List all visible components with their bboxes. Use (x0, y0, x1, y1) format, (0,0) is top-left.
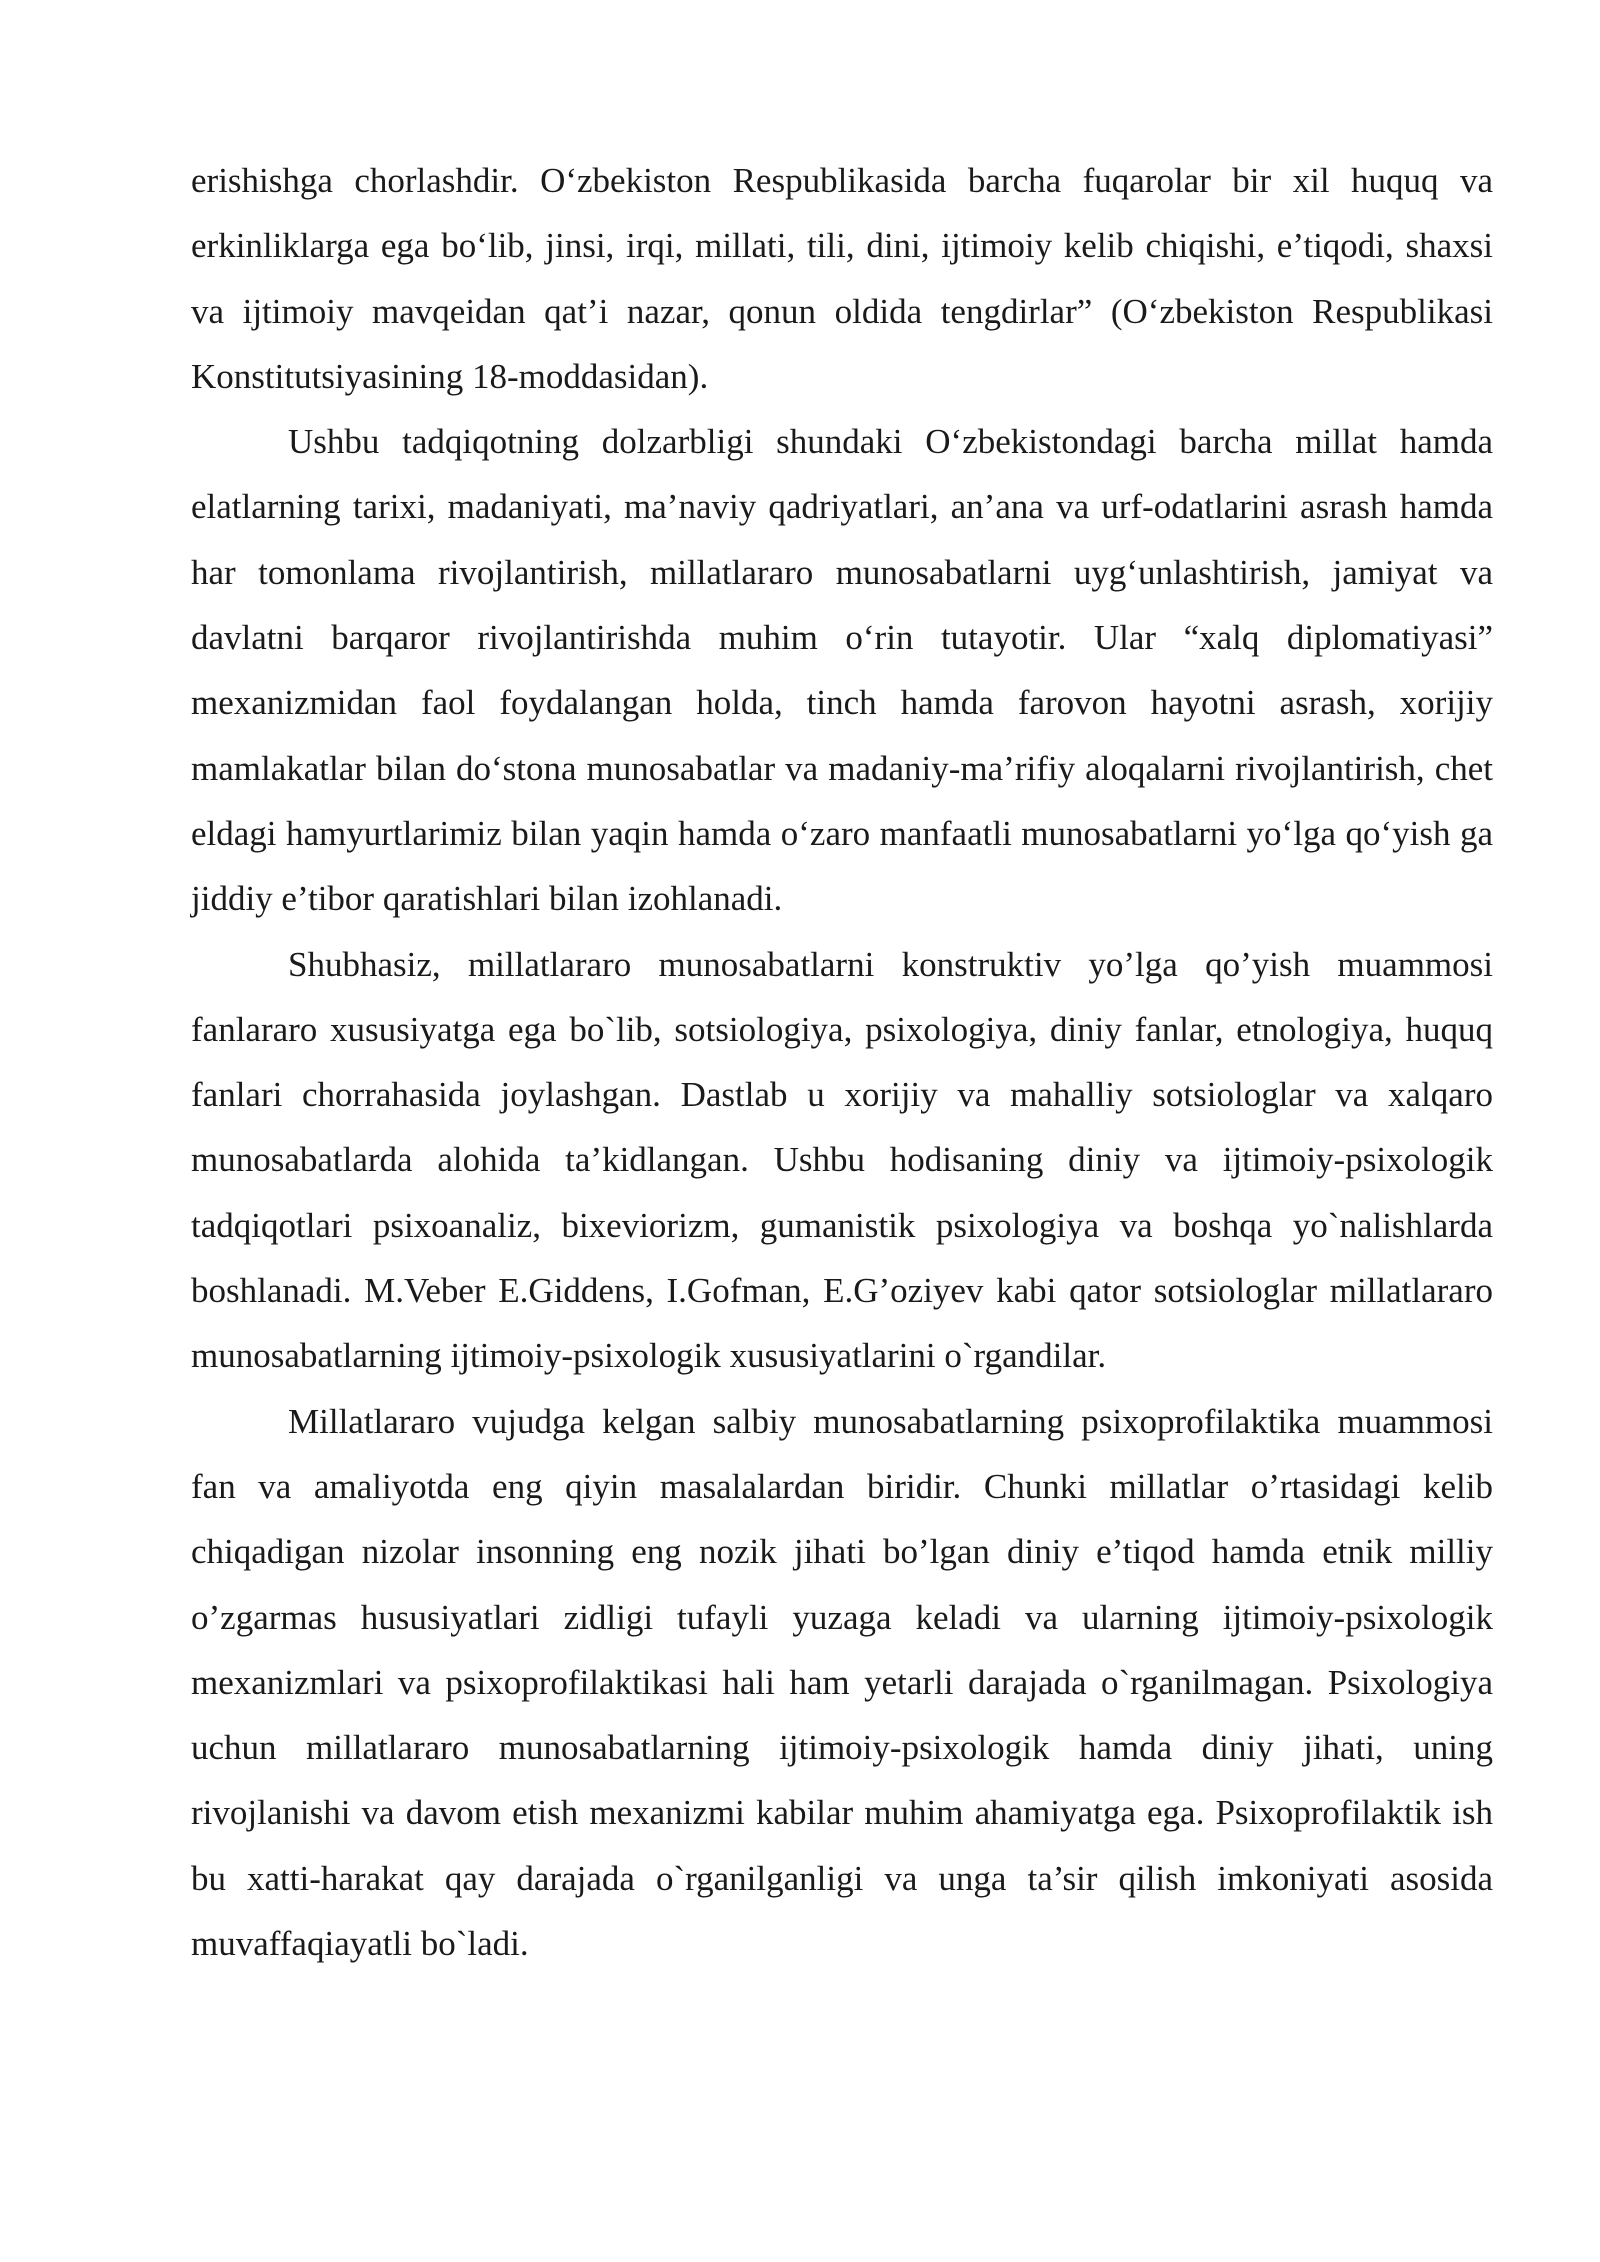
paragraph-4: Millatlararo vujudga kelgan salbiy munosabatlarning psixoprofilaktika muammosi fan va amaliyotda eng qiyin masalalardan biridir. Chunki millatlar o’rtasidagi kelib chiqadigan nizolar insonning eng nozik jihati bo’lgan diniy e’tiqod hamda etnik milliy o’zgarmas hususiyatlari zidligi tufayli yuzaga keladi va ularning ijtimoiy-psixologik mexanizmlari va psixoprofilaktikasi hali ham yetarli darajada o`rganilmagan. Psixologiya uchun millatlararo munosabatlarning ijtimoiy-psixologik hamda diniy jihati, uning rivojlanishi va davom etish mexanizmi kabilar muhim ahamiyatga ega. Psixoprofilaktik ish bu xatti-harakat qay darajada o`rganilganligi va unga ta’sir qilish imkoniyati asosida muvaffaqiayatli bo`ladi. (191, 1401, 1493, 1964)
paragraph-1: erishishga chorlashdir. O‘zbekiston Respublikasida barcha fuqarolar bir xil huquq va erkinliklarga ega bo‘lib, jinsi, irqi, millati, tili, dini, ijtimoiy kelib chiqishi, e’tiqodi, shaxsi va ijtimoiy mavqeidan qat’i nazar, qonun oldida tengdirlar” (O‘zbekiston Respublikasi Konstitutsiyasining 18-moddasidan). (191, 161, 1493, 396)
paragraph-2: Ushbu tadqiqotning dolzarbligi shundaki O‘zbekistondagi barcha millat hamda elatlarning tarixi, madaniyati, ma’naviy qadriyatlari, an’ana va urf-odatlarini asrash hamda har tomonlama rivojlantirish, millatlararo munosabatlarni uyg‘unlashtirish, jamiyat va davlatni barqaror rivojlantirishda muhim o‘rin tutayotir. Ular “xalq diplomatiyasi” mexanizmidan faol foydalangan holda, tinch hamda farovon hayotni asrash, xorijiy mamlakatlar bilan do‘stona munosabatlar va madaniy-ma’rifiy aloqalarni rivojlantirish, chet eldagi hamyurtlarimiz bilan yaqin hamda o‘zaro manfaatli munosabatlarni yo‘lga qo‘yish ga jiddiy e’tibor qaratishlari bilan izohlanadi. (191, 422, 1493, 919)
document-page (191, 148, 1493, 1976)
paragraph-3: Shubhasiz, millatlararo munosabatlarni konstruktiv yo’lga qo’yish muammosi fanlararo xususiyatga ega bo`lib, sotsiologiya, psixologiya, diniy fanlar, etnologiya, huquq fanlari chorrahasida joylashgan. Dastlab u xorijiy va mahalliy sotsiologlar va xalqaro munosabatlarda alohida ta’kidlangan. Ushbu hodisaning diniy va ijtimoiy-psixologik tadqiqotlari psixoanaliz, bixeviorizm, gumanistik psixologiya va boshqa yo`nalishlarda boshlanadi. M.Veber E.Giddens, I.Gofman, E.G’oziyev kabi qator sotsiologlar millatlararo munosabatlarning ijtimoiy-psixologik xususiyatlarini o`rgandilar. (191, 944, 1493, 1376)
